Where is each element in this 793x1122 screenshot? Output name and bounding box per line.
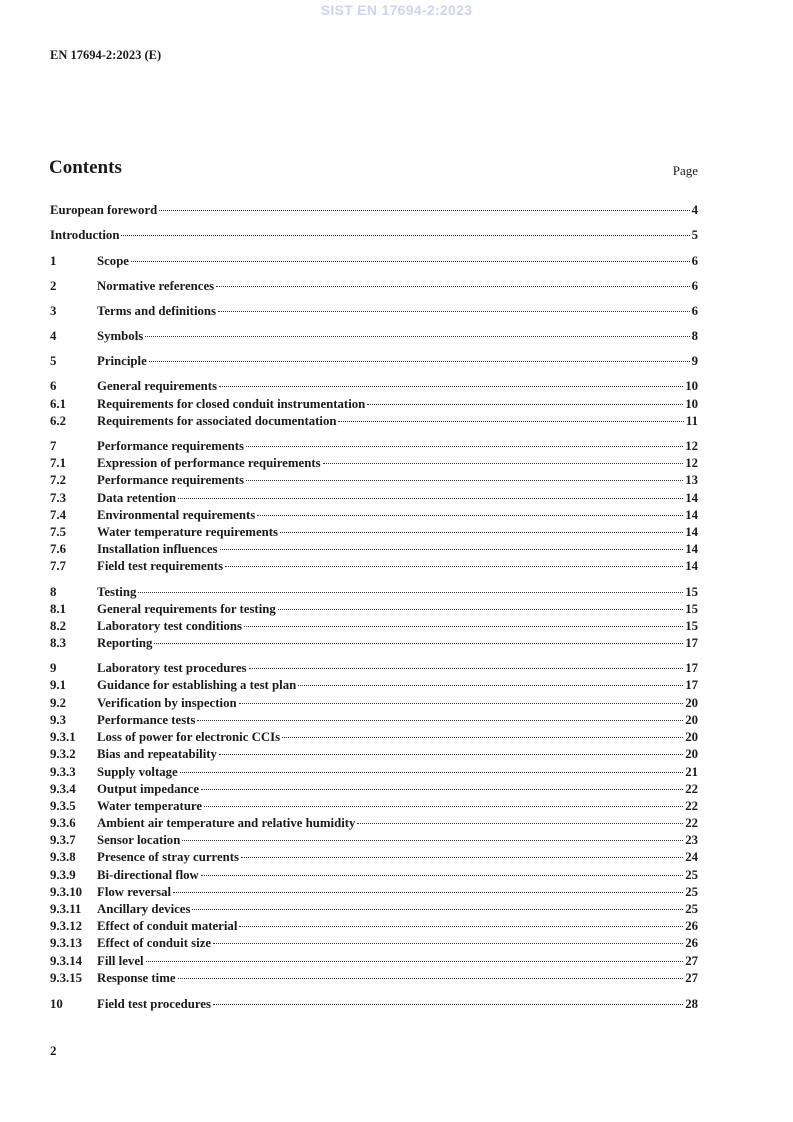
toc-entry-number: 9.3.15: [50, 971, 82, 985]
toc-entry-title: Bi-directional flow: [97, 868, 199, 882]
toc-leader-dots: [145, 336, 689, 337]
toc-leader-dots: [204, 806, 683, 807]
toc-entry-number: 7.2: [50, 473, 66, 487]
toc-entry-number: 9.3.1: [50, 730, 76, 744]
toc-entry-page: 10: [685, 397, 698, 411]
toc-entry-number: 9: [50, 661, 57, 675]
toc-entry-page: 21: [685, 765, 698, 779]
toc-entry-number: 9.3.13: [50, 936, 82, 950]
toc-leader-dots: [131, 261, 690, 262]
toc-entry[interactable]: [50, 558, 698, 574]
toc-entry[interactable]: [50, 935, 698, 951]
toc-entry-title: Expression of performance requirements: [97, 456, 321, 470]
toc-leader-dots: [146, 961, 684, 962]
toc-entry-title: Response time: [97, 971, 176, 985]
toc-entry-page: 15: [685, 619, 698, 633]
toc-leader-dots: [219, 754, 683, 755]
toc-entry-page: 22: [685, 799, 698, 813]
toc-entry[interactable]: [50, 303, 698, 319]
toc-entry[interactable]: [50, 695, 698, 711]
toc-entry-number: 8.2: [50, 619, 66, 633]
toc-leader-dots: [218, 311, 690, 312]
toc-leader-dots: [323, 463, 684, 464]
toc-entry-number: 5: [50, 354, 57, 368]
watermark: SIST EN 17694-2:2023: [320, 2, 473, 18]
toc-entry-page: 17: [685, 636, 698, 650]
toc-entry-page: 20: [685, 713, 698, 727]
toc-entry-number: 9.3.5: [50, 799, 76, 813]
toc-entry-number: 7.7: [50, 559, 66, 573]
toc-leader-dots: [282, 737, 683, 738]
toc-entry-title: Laboratory test conditions: [97, 619, 243, 633]
toc-entry-page: 22: [685, 816, 698, 830]
toc-leader-dots: [197, 720, 683, 721]
toc-entry-title: Testing: [97, 585, 137, 599]
toc-leader-dots: [338, 421, 683, 422]
toc-entry-title: Sensor location: [97, 833, 181, 847]
toc-entry-page: 20: [685, 696, 698, 710]
toc-entry-title: Ambient air temperature and relative humidity: [97, 816, 356, 830]
toc-entry-number: 2: [50, 279, 57, 293]
toc-entry-number: 9.1: [50, 678, 66, 692]
toc-entry-number: 9.3.14: [50, 954, 82, 968]
toc-leader-dots: [154, 643, 683, 644]
toc-entry[interactable]: [50, 472, 698, 488]
toc-entry-number: 1: [50, 254, 57, 268]
toc-entry-page: 6: [691, 279, 698, 293]
toc-entry[interactable]: [50, 815, 698, 831]
toc-entry-title: Requirements for associated documentation: [97, 414, 337, 428]
toc-entry[interactable]: [50, 227, 698, 243]
toc-leader-dots: [213, 943, 683, 944]
toc-entry[interactable]: [50, 918, 698, 934]
toc-entry-number: 7.5: [50, 525, 66, 539]
toc-leader-dots: [241, 857, 683, 858]
toc-entry[interactable]: [50, 677, 698, 693]
toc-entry[interactable]: [50, 781, 698, 797]
toc-entry-page: 20: [685, 747, 698, 761]
toc-entry-number: 9.3.3: [50, 765, 76, 779]
toc-leader-dots: [201, 875, 683, 876]
toc-entry-title: Scope: [97, 254, 129, 268]
toc-entry[interactable]: [50, 746, 698, 762]
toc-entry-number: 8.1: [50, 602, 66, 616]
toc-entry[interactable]: [50, 353, 698, 369]
toc-entry-number: 9.3.12: [50, 919, 82, 933]
toc-leader-dots: [159, 210, 689, 211]
document-id: EN 17694-2:2023 (E): [50, 48, 162, 62]
toc-entry-page: 5: [691, 228, 698, 242]
toc-entry-title: General requirements for testing: [97, 602, 276, 616]
toc-entry[interactable]: [50, 901, 698, 917]
toc-entry-page: 14: [685, 542, 698, 556]
toc-entry-number: 9.3.6: [50, 816, 76, 830]
toc-entry-title: Water temperature: [97, 799, 203, 813]
toc-entry-number: 7: [50, 439, 57, 453]
toc-entry-number: 9.3.2: [50, 747, 76, 761]
toc-leader-dots: [121, 235, 689, 236]
toc-entry-page: 23: [685, 833, 698, 847]
page-column-label: Page: [672, 163, 698, 178]
toc-entry-page: 13: [685, 473, 698, 487]
toc-leader-dots: [239, 926, 683, 927]
toc-leader-dots: [278, 609, 683, 610]
toc-entry-page: 26: [685, 936, 698, 950]
toc-entry-page: 17: [685, 678, 698, 692]
toc-leader-dots: [298, 685, 683, 686]
page-number: 2: [50, 1043, 57, 1058]
toc-entry-page: 25: [685, 885, 698, 899]
toc-leader-dots: [192, 909, 683, 910]
toc-entry-title: Performance tests: [97, 713, 196, 727]
toc-entry-title: Effect of conduit material: [97, 919, 238, 933]
toc-entry-page: 17: [685, 661, 698, 675]
toc-leader-dots: [173, 892, 683, 893]
toc-entry-page: 28: [685, 997, 698, 1011]
toc-entry[interactable]: [50, 438, 698, 454]
toc-entry[interactable]: [50, 884, 698, 900]
toc-entry-number: 9.3.10: [50, 885, 82, 899]
toc-entry-title: Supply voltage: [97, 765, 178, 779]
toc-entry[interactable]: [50, 253, 698, 269]
toc-entry-title: Data retention: [97, 491, 177, 505]
toc-entry-title: General requirements: [97, 379, 218, 393]
toc-entry-number: 9.3.8: [50, 850, 76, 864]
toc-leader-dots: [201, 789, 683, 790]
toc-leader-dots: [249, 668, 684, 669]
toc-entry-page: 14: [685, 508, 698, 522]
toc-entry-title: Guidance for establishing a test plan: [97, 678, 297, 692]
toc-leader-dots: [220, 549, 684, 550]
toc-entry-page: 25: [685, 868, 698, 882]
toc-entry[interactable]: [50, 832, 698, 848]
toc-entry-number: 10: [50, 997, 63, 1011]
toc-entry-title: Field test requirements: [97, 559, 224, 573]
toc-entry-page: 20: [685, 730, 698, 744]
toc-entry-page: 15: [685, 602, 698, 616]
toc-entry-title: Ancillary devices: [97, 902, 191, 916]
toc-entry-page: 26: [685, 919, 698, 933]
toc-entry-page: 12: [685, 439, 698, 453]
toc-entry-page: 27: [685, 971, 698, 985]
toc-entry-page: 14: [685, 525, 698, 539]
toc-entry[interactable]: [50, 953, 698, 969]
toc-entry-page: 15: [685, 585, 698, 599]
toc-entry-title: Laboratory test procedures: [97, 661, 247, 675]
toc-entry-number: 8: [50, 585, 57, 599]
toc-entry-title: Principle: [97, 354, 147, 368]
toc-entry-title: Field test procedures: [97, 997, 211, 1011]
toc-entry-title: Output impedance: [97, 782, 200, 796]
toc-entry[interactable]: [50, 378, 698, 394]
toc-entry-page: 14: [685, 559, 698, 573]
toc-leader-dots: [216, 286, 689, 287]
toc-entry[interactable]: [50, 798, 698, 814]
toc-entry[interactable]: [50, 996, 698, 1012]
toc-entry-number: 9.3.11: [50, 902, 82, 916]
toc-entry-number: 4: [50, 329, 57, 343]
toc-entry-number: 7.6: [50, 542, 66, 556]
toc-entry-number: 7.3: [50, 491, 66, 505]
toc-entry-page: 27: [685, 954, 698, 968]
toc-entry-number: 6.2: [50, 414, 66, 428]
toc-entry-title: Requirements for closed conduit instrumentation: [97, 397, 366, 411]
toc-entry-title: Performance requirements: [97, 473, 244, 487]
toc-entry-number: 7.1: [50, 456, 66, 470]
toc-entry-page: 10: [685, 379, 698, 393]
toc-entry[interactable]: [50, 413, 698, 429]
toc-entry[interactable]: [50, 584, 698, 600]
toc-entry-title: Introduction: [50, 228, 120, 242]
toc-entry-title: Flow reversal: [97, 885, 172, 899]
toc-leader-dots: [213, 1004, 683, 1005]
toc-entry[interactable]: [50, 849, 698, 865]
toc-entry[interactable]: [50, 455, 698, 471]
toc-entry[interactable]: [50, 867, 698, 883]
toc-entry-page: 6: [691, 254, 698, 268]
toc-entry-number: 9.2: [50, 696, 66, 710]
toc-leader-dots: [239, 703, 684, 704]
toc-entry-page: 25: [685, 902, 698, 916]
toc-entry-page: 22: [685, 782, 698, 796]
toc-entry-title: Fill level: [97, 954, 144, 968]
toc-entry-page: 4: [691, 203, 698, 217]
toc-entry-title: Symbols: [97, 329, 144, 343]
toc-leader-dots: [149, 361, 690, 362]
toc-entry-page: 8: [691, 329, 698, 343]
toc-entry-number: 6.1: [50, 397, 66, 411]
toc-entry-number: 3: [50, 304, 57, 318]
toc-leader-dots: [246, 480, 683, 481]
toc-entry[interactable]: [50, 764, 698, 780]
contents-heading: Contents: [49, 157, 122, 178]
toc-leader-dots: [178, 978, 684, 979]
toc-entry[interactable]: [50, 396, 698, 412]
toc-entry-title: Loss of power for electronic CCIs: [97, 730, 281, 744]
toc-entry-title: European foreword: [50, 203, 158, 217]
toc-entry[interactable]: [50, 328, 698, 344]
toc-leader-dots: [219, 386, 683, 387]
toc-entry-page: 6: [691, 304, 698, 318]
toc-entry-number: 9.3.9: [50, 868, 76, 882]
toc-entry[interactable]: [50, 278, 698, 294]
toc-entry-title: Environmental requirements: [97, 508, 256, 522]
toc-entry-title: Installation influences: [97, 542, 218, 556]
toc-leader-dots: [178, 498, 683, 499]
toc-leader-dots: [367, 404, 683, 405]
toc-entry-title: Verification by inspection: [97, 696, 237, 710]
toc-entry-page: 24: [685, 850, 698, 864]
toc-entry[interactable]: [50, 660, 698, 676]
toc-entry[interactable]: [50, 490, 698, 506]
toc-entry-title: Presence of stray currents: [97, 850, 240, 864]
toc-entry-page: 14: [685, 491, 698, 505]
toc-entry[interactable]: [50, 729, 698, 745]
toc-leader-dots: [225, 566, 683, 567]
toc-entry-number: 8.3: [50, 636, 66, 650]
toc-entry[interactable]: [50, 970, 698, 986]
toc-entry-number: 7.4: [50, 508, 66, 522]
toc-entry[interactable]: [50, 635, 698, 651]
toc-leader-dots: [257, 515, 683, 516]
toc-entry[interactable]: [50, 202, 698, 218]
toc-entry-title: Reporting: [97, 636, 153, 650]
toc-entry-title: Terms and definitions: [97, 304, 216, 318]
toc-entry-page: 11: [685, 414, 698, 428]
toc-entry-number: 9.3.4: [50, 782, 76, 796]
toc-entry-page: 9: [691, 354, 698, 368]
toc-leader-dots: [182, 840, 683, 841]
toc-leader-dots: [138, 592, 683, 593]
toc-entry-number: 9.3.7: [50, 833, 76, 847]
toc-entry-title: Effect of conduit size: [97, 936, 212, 950]
toc-leader-dots: [246, 446, 683, 447]
toc-entry[interactable]: [50, 541, 698, 557]
toc-entry[interactable]: [50, 524, 698, 540]
toc-entry-number: 6: [50, 379, 57, 393]
toc-entry-page: 12: [685, 456, 698, 470]
toc-entry[interactable]: [50, 507, 698, 523]
toc-entry-title: Performance requirements: [97, 439, 244, 453]
toc-leader-dots: [280, 532, 683, 533]
toc-entry-title: Water temperature requirements: [97, 525, 279, 539]
toc-entry-title: Bias and repeatability: [97, 747, 217, 761]
toc-entry-title: Normative references: [97, 279, 215, 293]
toc-leader-dots: [357, 823, 683, 824]
toc-entry-number: 9.3: [50, 713, 66, 727]
toc-entry[interactable]: [50, 601, 698, 617]
toc-entry[interactable]: [50, 712, 698, 728]
toc-leader-dots: [180, 772, 683, 773]
toc-entry[interactable]: [50, 618, 698, 634]
toc-leader-dots: [244, 626, 683, 627]
